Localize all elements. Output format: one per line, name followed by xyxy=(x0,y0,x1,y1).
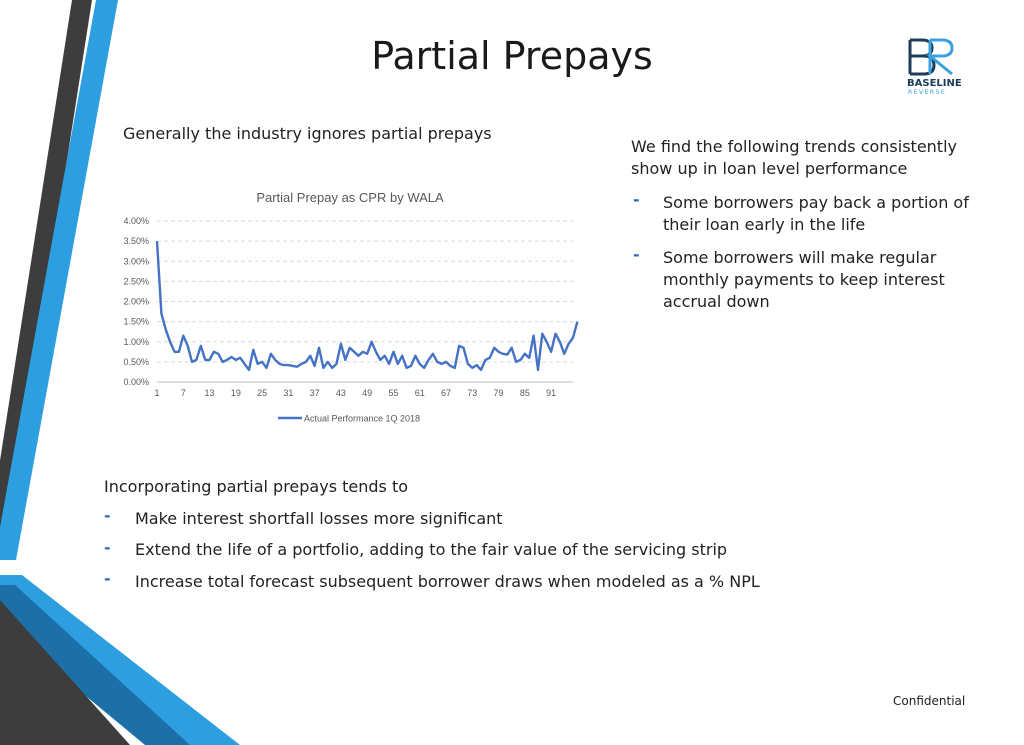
x-tick-label: 43 xyxy=(335,388,346,398)
x-tick-label: 67 xyxy=(441,388,452,398)
chart-y-axis xyxy=(123,216,149,387)
x-tick-label: 79 xyxy=(493,388,504,398)
bullet-marker: - xyxy=(104,506,111,525)
x-tick-label: 19 xyxy=(230,388,241,398)
x-tick-label: 55 xyxy=(388,388,399,398)
y-tick-label: 0.00% xyxy=(123,377,149,387)
y-tick-label: 3.00% xyxy=(123,256,149,267)
page-title: Partial Prepays xyxy=(371,34,653,78)
y-tick-label: 1.50% xyxy=(123,316,149,327)
left-heading: Generally the industry ignores partial prepays xyxy=(123,124,492,143)
y-tick-label: 0.50% xyxy=(123,356,149,367)
right-bullet-1-line-1: Some borrowers pay back a portion of xyxy=(663,193,969,212)
x-tick-label: 61 xyxy=(414,388,425,398)
prepay-cpr-chart xyxy=(115,178,585,433)
chart-x-axis xyxy=(154,388,556,398)
x-tick-label: 37 xyxy=(309,388,320,398)
y-tick-label: 4.00% xyxy=(123,216,149,226)
bottom-bullet-3: Increase total forecast subsequent borrower draws when modeled as a % NPL xyxy=(135,572,760,591)
bottom-heading: Incorporating partial prepays tends to xyxy=(104,477,409,496)
right-bullet-2-line-1: Some borrowers will make regular xyxy=(663,248,937,267)
x-tick-label: 73 xyxy=(467,388,478,398)
bottom-bullet-1: Make interest shortfall losses more significant xyxy=(135,509,503,528)
footer-confidential: Confidential xyxy=(893,694,966,708)
bottom-bullet-2: Extend the life of a portfolio, adding to the fair value of the servicing strip xyxy=(135,540,728,559)
right-bullet-2-line-2: monthly payments to keep interest xyxy=(663,270,945,289)
logo-subtitle: REVERSE xyxy=(908,89,947,96)
x-tick-label: 13 xyxy=(204,388,215,398)
legend-label: Actual Performance 1Q 2018 xyxy=(304,413,421,424)
right-bullet-2-line-3: accrual down xyxy=(663,292,770,311)
y-tick-label: 2.00% xyxy=(123,296,149,307)
series-line-actual-performance xyxy=(157,241,577,370)
chart-title: Partial Prepay as CPR by WALA xyxy=(256,190,444,205)
y-tick-label: 2.50% xyxy=(123,276,149,287)
x-tick-label: 25 xyxy=(257,388,268,398)
right-intro-line-2: show up in loan level performance xyxy=(631,159,908,178)
bullet-marker: - xyxy=(633,245,640,264)
x-tick-label: 91 xyxy=(546,388,557,398)
bullet-marker: - xyxy=(104,569,111,588)
x-tick-label: 31 xyxy=(283,388,294,398)
bullet-marker: - xyxy=(633,190,640,209)
bullet-marker: - xyxy=(104,538,111,557)
y-tick-label: 1.00% xyxy=(123,336,149,347)
x-tick-label: 7 xyxy=(180,388,186,398)
y-tick-label: 3.50% xyxy=(123,236,149,247)
x-tick-label: 1 xyxy=(154,388,160,398)
right-intro-line-1: We find the following trends consistently xyxy=(631,137,957,156)
x-tick-label: 85 xyxy=(519,388,530,398)
x-tick-label: 49 xyxy=(362,388,373,398)
logo-wordmark: BASELINE xyxy=(907,78,962,89)
right-bullet-1-line-2: their loan early in the life xyxy=(663,215,866,234)
